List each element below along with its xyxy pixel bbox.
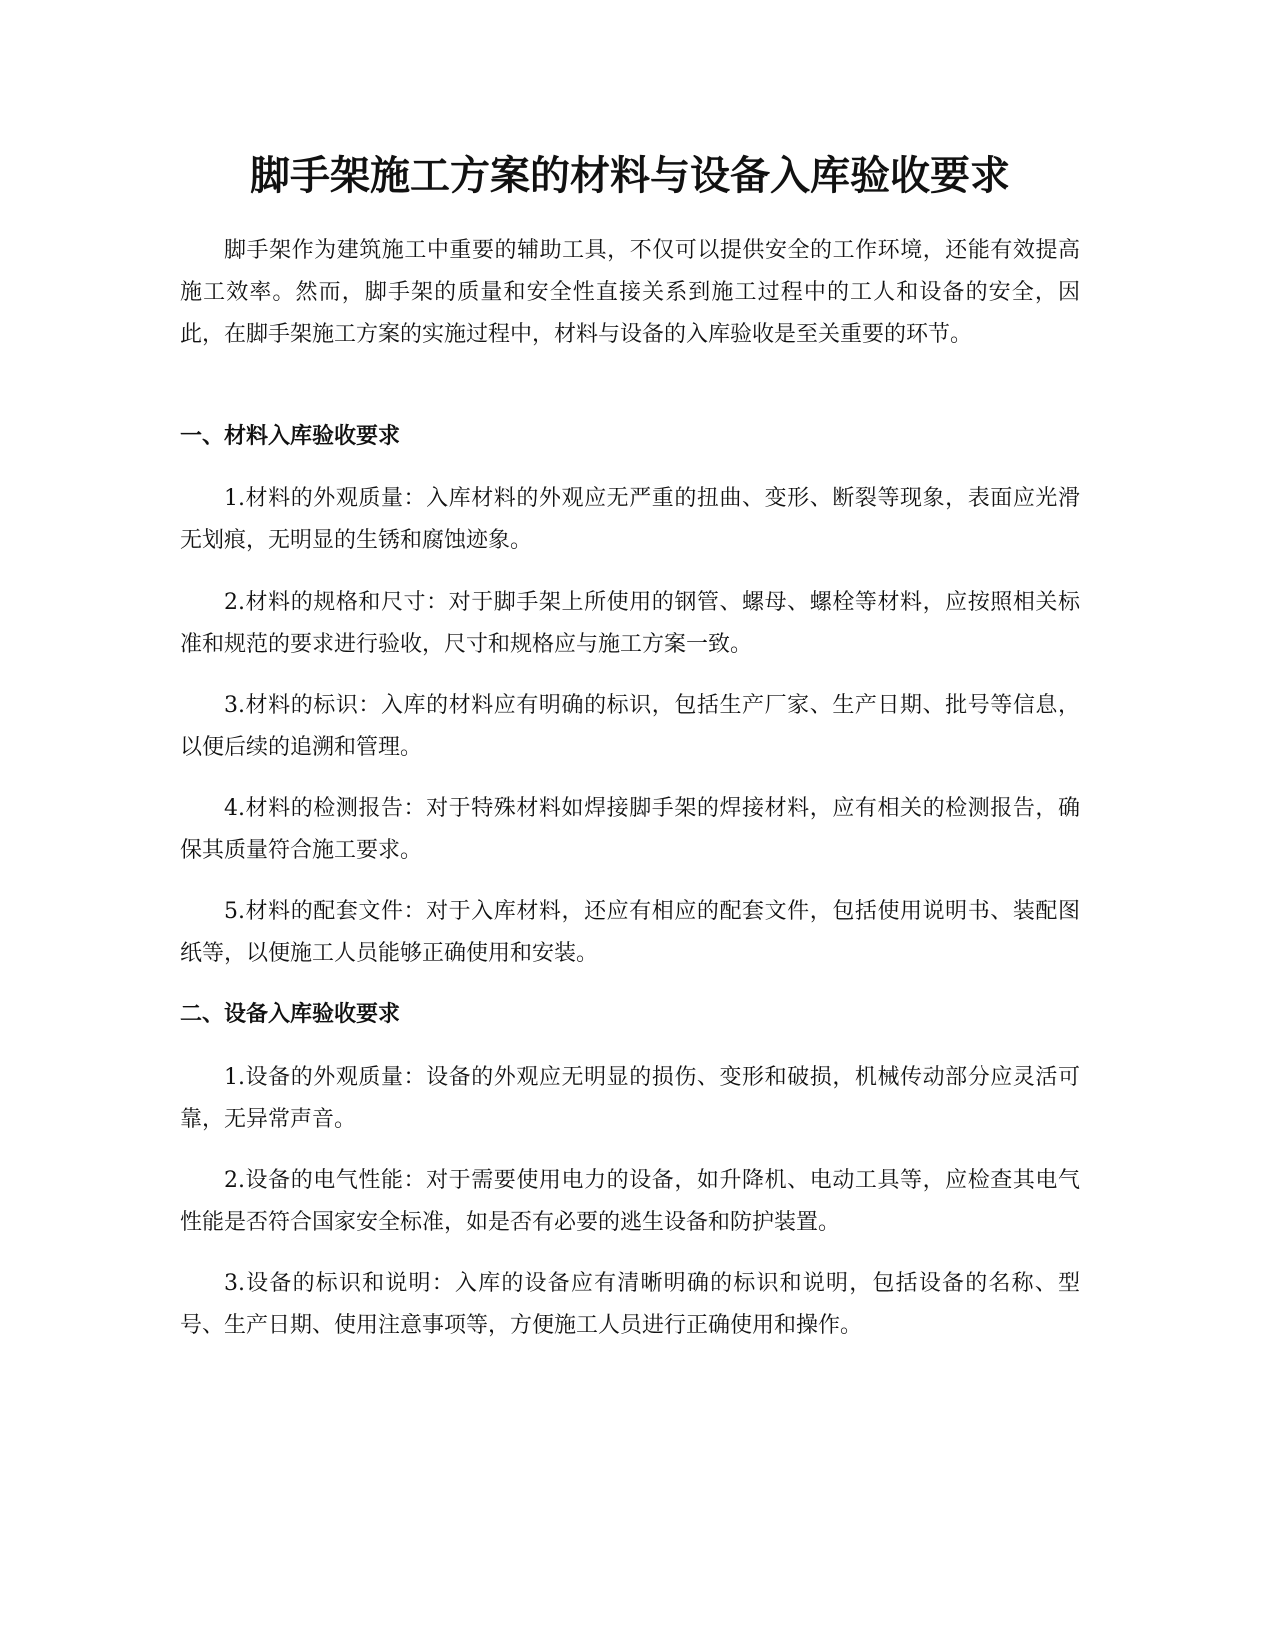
intro-paragraph: 脚手架作为建筑施工中重要的辅助工具，不仅可以提供安全的工作环境，还能有效提高施工效率。然而，脚手架的质量和安全性直接关系到施工过程中的工人和设备的安全，因此，在脚手架施工方案的实施过程中，材料与设备的入库验收是至关重要的环节。 bbox=[180, 238, 1080, 347]
document-title: 脚手架施工方案的材料与设备入库验收要求 bbox=[250, 153, 1010, 199]
materials-item-2: 2.材料的规格和尺寸：对于脚手架上所使用的钢管、螺母、螺栓等材料，应按照相关标准和规范的要求进行验收，尺寸和规格应与施工方案一致。 bbox=[180, 590, 1080, 657]
equipment-item-2: 2.设备的电气性能：对于需要使用电力的设备，如升降机、电动工具等，应检查其电气性能是否符合国家安全标准，如是否有必要的逃生设备和防护装置。 bbox=[180, 1168, 1080, 1235]
equipment-item-1: 1.设备的外观质量：设备的外观应无明显的损伤、变形和破损，机械传动部分应灵活可靠，无异常声音。 bbox=[180, 1065, 1080, 1132]
section-heading-materials: 一、材料入库验收要求 bbox=[180, 424, 401, 449]
materials-item-5: 5.材料的配套文件：对于入库材料，还应有相应的配套文件，包括使用说明书、装配图纸等，以便施工人员能够正确使用和安装。 bbox=[180, 899, 1080, 966]
section-heading-equipment: 二、设备入库验收要求 bbox=[180, 1002, 401, 1027]
equipment-item-3: 3.设备的标识和说明：入库的设备应有清晰明确的标识和说明，包括设备的名称、型号、生产日期、使用注意事项等，方便施工人员进行正确使用和操作。 bbox=[180, 1271, 1080, 1338]
materials-item-3: 3.材料的标识：入库的材料应有明确的标识，包括生产厂家、生产日期、批号等信息，以便后续的追溯和管理。 bbox=[180, 693, 1080, 760]
materials-item-4: 4.材料的检测报告：对于特殊材料如焊接脚手架的焊接材料，应有相关的检测报告，确保其质量符合施工要求。 bbox=[180, 796, 1080, 863]
materials-item-1: 1.材料的外观质量：入库材料的外观应无严重的扭曲、变形、断裂等现象，表面应光滑无划痕，无明显的生锈和腐蚀迹象。 bbox=[180, 486, 1080, 553]
